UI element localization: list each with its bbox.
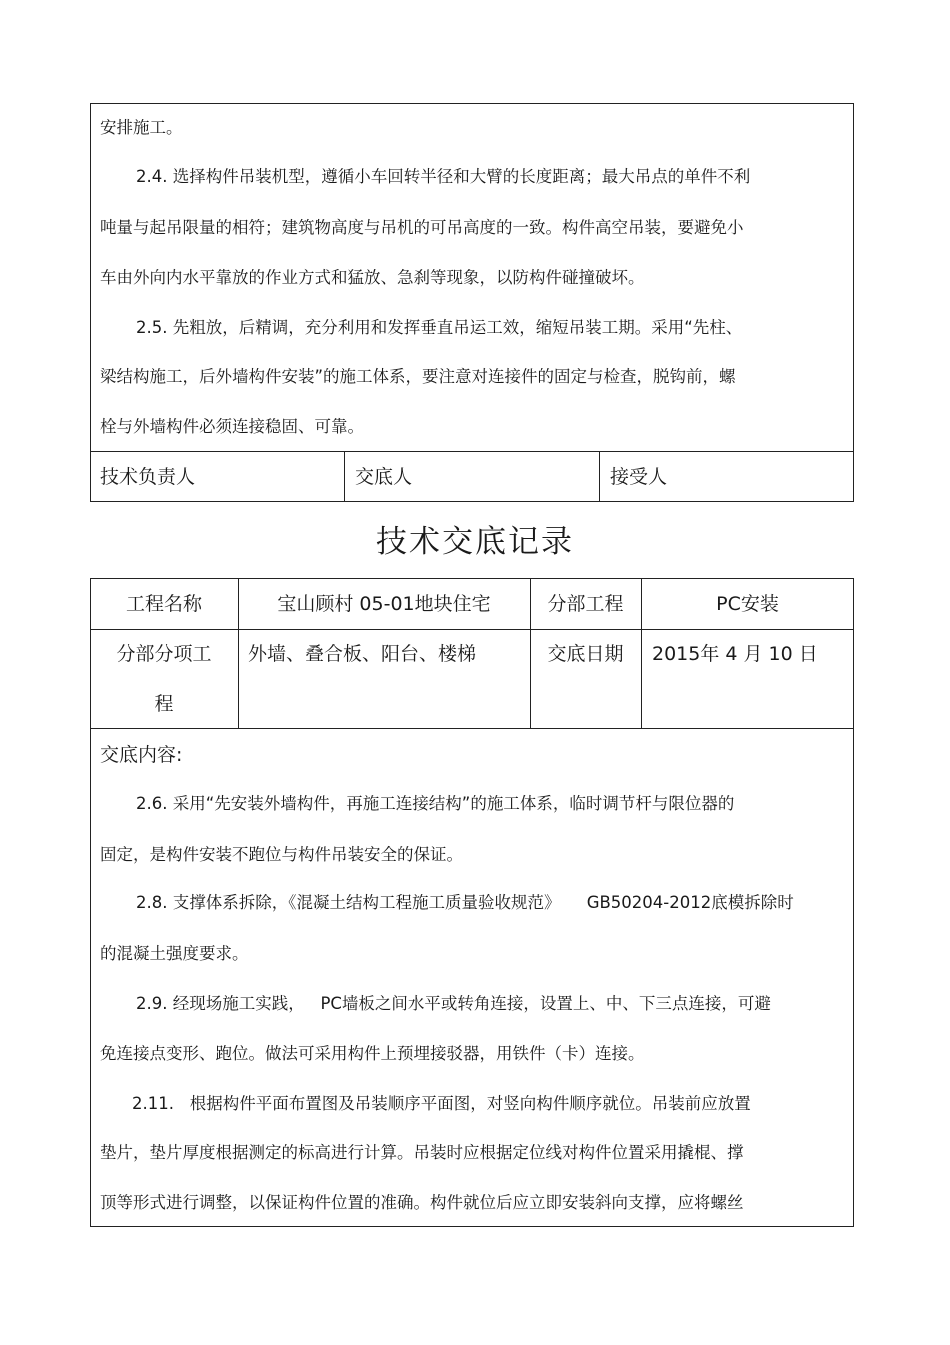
subitem-label-cont: 程 bbox=[154, 693, 174, 715]
continuation-line: 2.5. 先粗放，后精调，充分利用和发挥垂直吊运工效，缩短吊装工期。采用“先柱、 bbox=[136, 318, 743, 337]
date-label: 交底日期 bbox=[547, 643, 624, 665]
project-name-label: 工程名称 bbox=[125, 593, 202, 615]
row-divider bbox=[90, 728, 854, 729]
content-line: 垫片，垫片厚度根据测定的标高进行计算。吊装时应根据定位线对构件位置采用撬棍、撑 bbox=[100, 1143, 744, 1162]
date-value: 2015年 4 月 10 日 bbox=[652, 643, 818, 665]
subitem-value: 外墙、叠合板、阳台、楼梯 bbox=[248, 643, 477, 665]
content-line: 2.8. 支撑体系拆除，《混凝土结构工程施工质量验收规范》 GB50204-2012底模拆除时 bbox=[136, 893, 794, 912]
page-title: 技术交底记录 bbox=[376, 524, 574, 560]
signature-receiver: 接受人 bbox=[610, 466, 668, 488]
signature-presenter: 交底人 bbox=[355, 466, 413, 488]
content-line: 的混凝土强度要求。 bbox=[100, 944, 249, 963]
continuation-line: 安排施工。 bbox=[100, 118, 183, 137]
continuation-line: 栓与外墙构件必须连接稳固、可靠。 bbox=[100, 417, 364, 436]
continuation-line: 2.4. 选择构件吊装机型，遵循小车回转半径和大臂的长度距离；最大吊点的单件不利 bbox=[136, 167, 751, 186]
continuation-table bbox=[90, 103, 854, 502]
signature-row-divider bbox=[90, 451, 854, 452]
content-line: 2.9. 经现场施工实践， PC墙板之间水平或转角连接，设置上、中、下三点连接，可避 bbox=[136, 994, 771, 1013]
signature-col-divider bbox=[599, 451, 600, 502]
signature-technical-lead: 技术负责人 bbox=[100, 466, 196, 488]
continuation-line: 吨量与起吊限量的相符；建筑物高度与吊机的可吊高度的一致。构件高空吊装，要避免小 bbox=[100, 218, 744, 237]
content-line: 固定，是构件安装不跑位与构件吊装安全的保证。 bbox=[100, 845, 463, 864]
content-line: 免连接点变形、跑位。做法可采用构件上预埋接驳器，用铁件（卡）连接。 bbox=[100, 1044, 645, 1063]
subitem-label: 分部分项工 bbox=[116, 643, 212, 665]
continuation-line: 梁结构施工，后外墙构件安装”的施工体系，要注意对连接件的固定与检查，脱钩前，螺 bbox=[100, 367, 736, 386]
content-line: 2.6. 采用“先安装外墙构件，再施工连接结构”的施工体系，临时调节杆与限位器的 bbox=[136, 794, 735, 813]
content-line: 顶等形式进行调整，以保证构件位置的准确。构件就位后应立即安装斜向支撑，应将螺丝 bbox=[100, 1193, 744, 1212]
row-divider bbox=[90, 629, 854, 630]
division-value: PC安装 bbox=[716, 593, 779, 615]
continuation-line: 车由外向内水平靠放的作业方式和猛放、急刹等现象，以防构件碰撞破坏。 bbox=[100, 268, 645, 287]
project-name-value: 宝山顾村 05-01地块住宅 bbox=[277, 593, 491, 615]
division-label: 分部工程 bbox=[547, 593, 624, 615]
signature-col-divider bbox=[344, 451, 345, 502]
content-label: 交底内容: bbox=[100, 744, 183, 766]
content-line: 2.11. 根据构件平面布置图及吊装顺序平面图，对竖向构件顺序就位。吊装前应放置 bbox=[132, 1094, 751, 1113]
